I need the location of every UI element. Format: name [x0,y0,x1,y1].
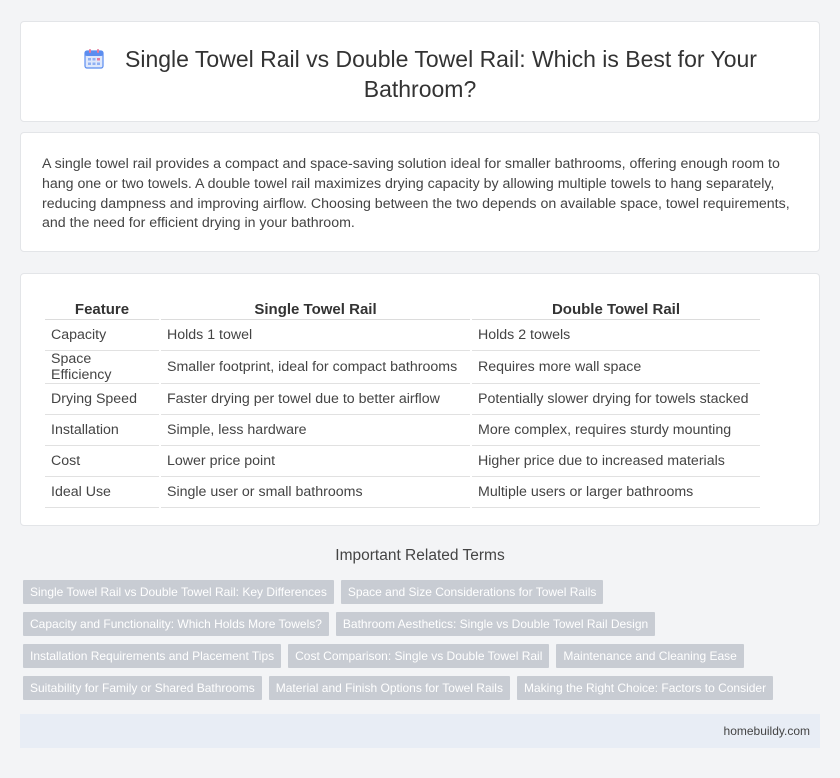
cell-feature: Ideal Use [45,477,159,508]
cell-single: Single user or small bathrooms [161,477,470,508]
table-row [45,384,760,415]
cell-double: Holds 2 towels [472,320,760,351]
header-feature: Feature [45,294,159,320]
header-double-towel-rail: Double Towel Rail [472,294,760,320]
cell-feature: Capacity [45,320,159,351]
cell-single: Simple, less hardware [161,415,470,446]
cell-feature: Installation [45,415,159,446]
page-title-row [21,44,819,104]
cell-feature: Drying Speed [45,384,159,415]
cell-feature: Space Efficiency [45,351,159,384]
related-term-tag[interactable]: Capacity and Functionality: Which Holds More Towels? [23,612,329,636]
table-row [45,351,760,384]
cell-double: Requires more wall space [472,351,760,384]
cell-feature: Cost [45,446,159,477]
related-term-tag[interactable]: Material and Finish Options for Towel Rails [269,676,510,700]
related-term-tag[interactable]: Making the Right Choice: Factors to Consider [517,676,773,700]
tag-row [23,612,823,636]
cell-double: More complex, requires sturdy mounting [472,415,760,446]
table-row [45,446,760,477]
table-row [45,415,760,446]
table-row [45,477,760,508]
tag-row [23,644,823,668]
table-header-row [45,294,760,320]
comparison-table [43,294,762,508]
cell-double: Higher price due to increased materials [472,446,760,477]
table-row [45,320,760,351]
calendar-icon [83,48,105,70]
intro-paragraph: A single towel rail provides a compact and space-saving solution ideal for smaller bathrooms, offering enough room to hang one or two towels. A double towel rail maximizes drying capacity by allowing multiple towels to hang separately, reducing dampness and improving airflow. Choosing between the two depends on available space, towel requirements, and the need for efficient drying in your bathroom. [42,156,790,232]
footer [20,714,820,748]
comparison-table-card [20,273,820,526]
cell-double: Multiple users or larger bathrooms [472,477,760,508]
cell-single: Faster drying per towel due to better airflow [161,384,470,415]
related-term-tag[interactable]: Suitability for Family or Shared Bathrooms [23,676,262,700]
related-term-tag[interactable]: Space and Size Considerations for Towel Rails [341,580,604,604]
related-term-tag[interactable]: Bathroom Aesthetics: Single vs Double Towel Rail Design [336,612,655,636]
footer-site-link[interactable]: homebuildy.com [723,724,810,738]
tag-row [23,676,823,700]
related-term-tag[interactable]: Single Towel Rail vs Double Towel Rail: Key Differences [23,580,334,604]
intro-card [20,132,820,252]
cell-single: Holds 1 towel [161,320,470,351]
related-terms-heading: Important Related Terms [335,547,505,564]
related-terms-list [23,580,823,708]
title-card [20,21,820,122]
cell-single: Lower price point [161,446,470,477]
related-term-tag[interactable]: Maintenance and Cleaning Ease [556,644,743,668]
cell-double: Potentially slower drying for towels stacked [472,384,760,415]
related-term-tag[interactable]: Cost Comparison: Single vs Double Towel Rail [288,644,549,668]
page-title: Single Towel Rail vs Double Towel Rail: Which is Best for Your Bathroom? [125,46,757,102]
header-single-towel-rail: Single Towel Rail [161,294,470,320]
related-term-tag[interactable]: Installation Requirements and Placement Tips [23,644,281,668]
cell-single: Smaller footprint, ideal for compact bathrooms [161,351,470,384]
tag-row [23,580,823,604]
